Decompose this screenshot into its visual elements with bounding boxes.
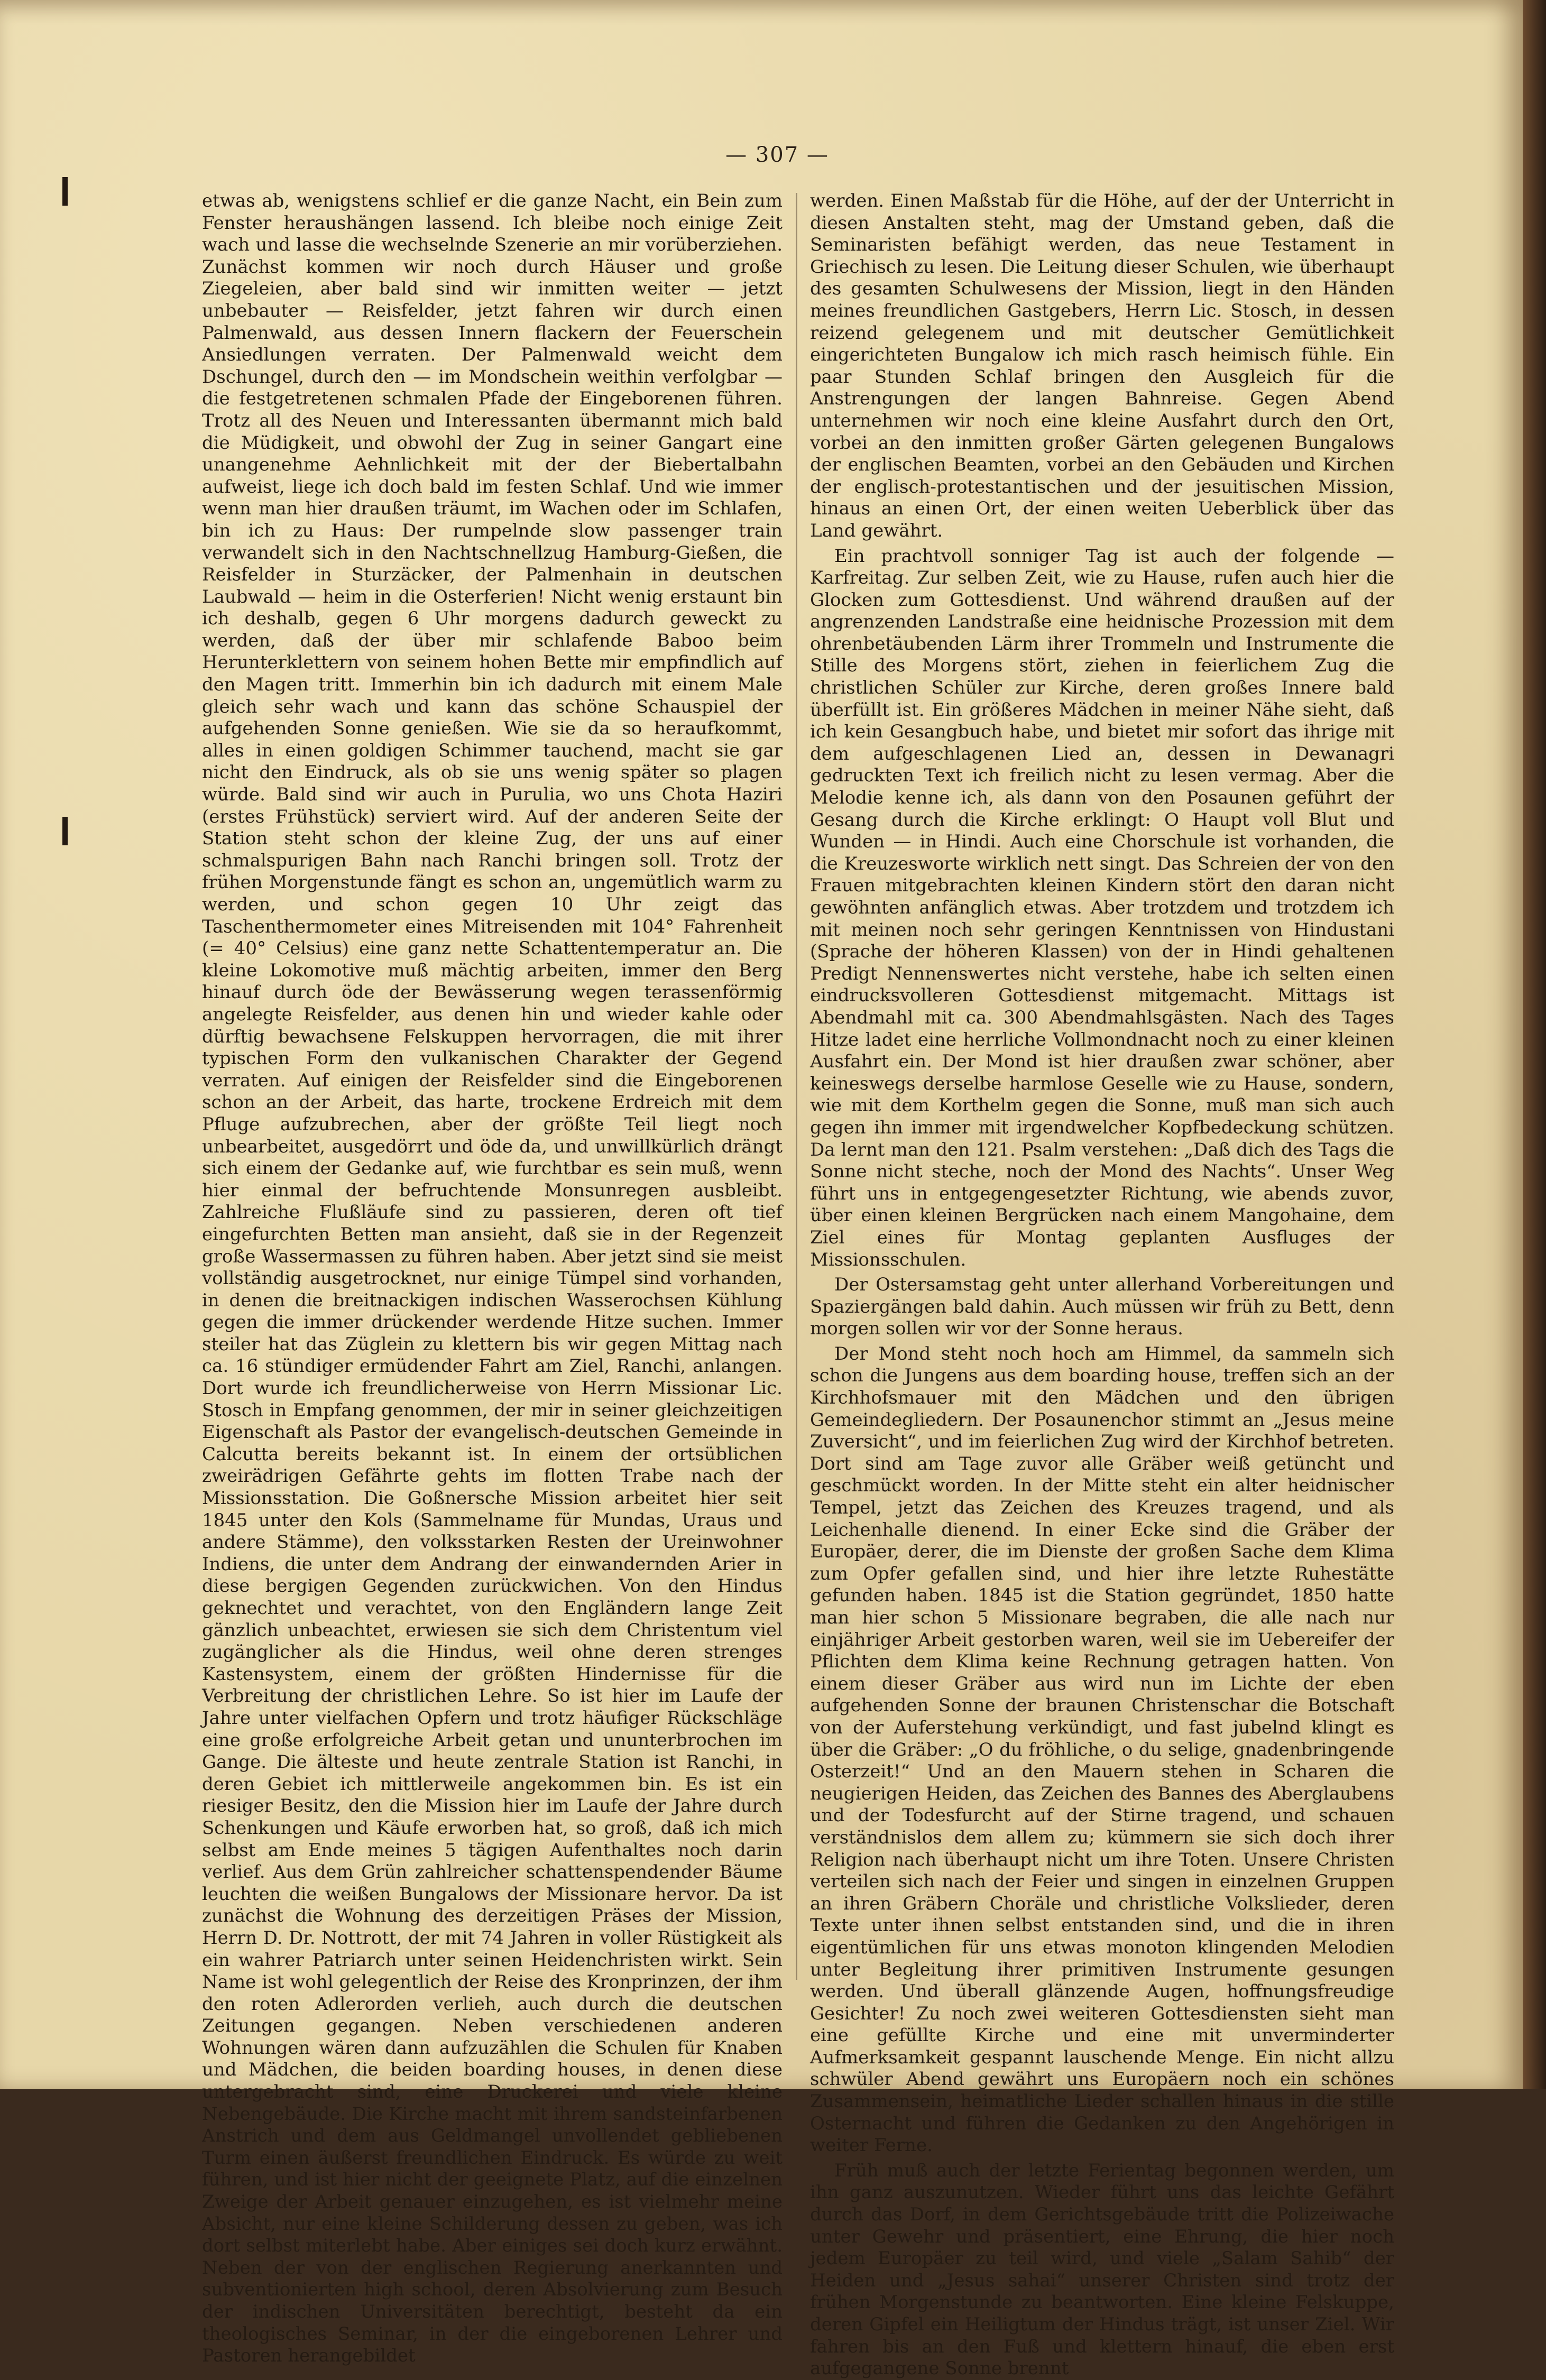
book-binding-edge (1523, 0, 1546, 2089)
left-column (202, 190, 783, 2367)
paragraph: Ein prachtvoll sonniger Tag ist auch der folgende — Karfreitag. Zur selben Zeit, wie zu Hause, rufen auch hier die Glocken zum Gottesdienst. Und während draußen auf der angrenzenden Landstraße eine heidnische Prozession mit dem ohrenbetäubenden Lärm ihrer Trommeln und Instrumente die Stille des Morgens stört, ziehen in feierlichem Zug die christlichen Schüler zur Kirche, deren großes Innere bald überfüllt ist. Ein größeres Mädchen in meiner Nähe sieht, daß ich kein Gesangbuch habe, und bietet mir sofort das ihrige mit dem aufgeschlagenen Lied an, dessen in Dewanagri gedruckten Text ich freilich nicht zu lesen vermag. Aber die Melodie kenne ich, als dann von den Posaunen geführt der Gesang durch die Kirche erklingt: O Haupt voll Blut und Wunden — in Hindi. Auch eine Chorschule ist vorhanden, die die Kreuzesworte wirklich nett singt. Das Schreien der von den Frauen mitgebrachten kleinen Kindern stört den daran nicht gewöhnten anfänglich etwas. Aber trotzdem und trotzdem ich mit meinen noch sehr geringen Kenntnissen von Hindustani (Sprache der höheren Klassen) von der in Hindi gehaltenen Predigt Nennenswertes nicht verstehe, habe ich selten einen eindrucksvolleren Gottesdienst mitgemacht. Mittags ist Abendmahl mit ca. 300 Abendmahlsgästen. Nach des Tages Hitze ladet eine herrliche Vollmondnacht noch zu einer kleinen Ausfahrt ein. Der Mond ist hier draußen zwar schöner, aber keineswegs derselbe harmlose Geselle wie zu Hause, sondern, wie mit dem Korthelm gegen die Sonne, muß man sich auch gegen ihn immer mit irgendwelcher Kopfbedeckung schützen. Da lernt man den 121. Psalm verstehen: „Daß dich des Tags die Sonne nicht steche, noch der Mond des Nachts“. Unser Weg führt uns in entgegengesetzter Richtung, wie abends zuvor, über einen kleinen Bergrücken nach einem Mangohaine, dem Ziel eines für Montag geplanten Ausfluges der Missionsschulen. (810, 545, 1394, 1270)
paragraph: Früh muß auch der letzte Ferientag begonnen werden, um ihn ganz auszunutzen. Wieder führt uns das leichte Gefährt durch das Dorf, in dem Gerichtsgebäude tritt die Polizeiwache unter Gewehr und präsentiert, eine Ehrung, die hier noch jedem Europäer zu teil wird, und viele „Salam Sahib“ der Heiden und „Jesus sahai“ unserer Christen sind trotz der frühen Morgenstunde zu beantworten. Eine kleine Felskuppe, deren Gipfel ein Heiligtum der Hindus trägt, ist unser Ziel. Wir fahren bis an den Fuß und klettern hinauf, die eben erst aufgegangene Sonne brennt (810, 2160, 1394, 2379)
margin-mark (62, 817, 68, 845)
page-number: — 307 — (725, 143, 829, 167)
column-divider (796, 193, 797, 1980)
right-column (810, 190, 1394, 2379)
paragraph: werden. Einen Maßstab für die Höhe, auf der der Unterricht in diesen Anstalten steht, mag der Umstand geben, daß die Seminaristen befähigt werden, das neue Testament in Griechisch zu lesen. Die Leitung dieser Schulen, wie überhaupt des gesamten Schulwesens der Mission, liegt in den Händen meines freundlichen Gastgebers, Herrn Lic. Stosch, in dessen reizend gelegenem und mit deutscher Gemütlichkeit eingerichteten Bungalow ich mich rasch heimisch fühle. Ein paar Stunden Schlaf bringen den Ausgleich für die Anstrengungen der langen Bahnreise. Gegen Abend unternehmen wir noch eine kleine Ausfahrt durch den Ort, vorbei an den inmitten großer Gärten gelegenen Bungalows der englischen Beamten, vorbei an den Gebäuden und Kirchen der englisch-protestantischen und der jesuitischen Mission, hinaus an einen Ort, der einen weiten Ueberblick über das Land gewährt. (810, 190, 1394, 541)
paragraph: Der Mond steht noch hoch am Himmel, da sammeln sich schon die Jungens aus dem boarding house, treffen sich an der Kirchhofsmauer mit den Mädchen und den übrigen Gemeindegliedern. Der Posaunenchor stimmt an „Jesus meine Zuversicht“, und im feierlichen Zug wird der Kirchhof betreten. Dort sind am Tage zuvor alle Gräber weiß getüncht und geschmückt worden. In der Mitte steht ein alter heidnischer Tempel, jetzt das Zeichen des Kreuzes tragend, und als Leichenhalle dienend. In einer Ecke sind die Gräber der Europäer, derer, die im Dienste der großen Sache dem Klima zum Opfer gefallen sind, und hier ihre letzte Ruhestätte gefunden haben. 1845 ist die Station gegründet, 1850 hatte man hier schon 5 Missionare begraben, die alle nach nur einjähriger Arbeit gestorben waren, weil sie im Uebereifer der Pflichten dem Klima keine Rechnung getragen hatten. Von einem dieser Gräber aus wird nun im Lichte der eben aufgehenden Sonne der braunen Christenschar die Botschaft von der Auferstehung verkündigt, und fast jubelnd klingt es über die Gräber: „O du fröhliche, o du selige, gnadenbringende Osterzeit!“ Und an den Mauern stehen in Scharen die neugierigen Heiden, das Zeichen des Bannes des Aberglaubens und der Todesfurcht auf der Stirne tragend, und schauen verständnislos dem allem zu; kümmern sie sich doch ihrer Religion nach überhaupt nicht um ihre Toten. Unsere Christen verteilen sich nach der Feier und singen in einzelnen Gruppen an ihren Gräbern Choräle und christliche Volkslieder, deren Texte unter ihnen selbst entstanden sind, und die in ihren eigentümlichen für uns etwas monoton klingenden Melodien unter Begleitung ihrer primitiven Instrumente gesungen werden. Und überall glänzende Augen, hoffnungsfreudige Gesichter! Zu noch zwei weiteren Gottesdiensten sieht man eine gefüllte Kirche und eine mit unverminderter Aufmerksamkeit gespannt lauschende Menge. Ein nicht allzu schwüler Abend gewährt uns Europäern noch ein schönes Zusammensein, heimatliche Lieder schallen hinaus in die stille Osternacht und führen die Gedanken zu den Angehörigen in weiter Ferne. (810, 1343, 1394, 2156)
margin-mark (62, 177, 68, 206)
paragraph: Der Ostersamstag geht unter allerhand Vorbereitungen und Spaziergängen bald dahin. Auch müssen wir früh zu Bett, denn morgen sollen wir vor der Sonne heraus. (810, 1274, 1394, 1340)
paragraph: etwas ab, wenigstens schlief er die ganze Nacht, ein Bein zum Fenster heraushängen lassend. Ich bleibe noch einige Zeit wach und lasse die wechselnde Szenerie an mir vorüberziehen. Zunächst kommen wir noch durch Häuser und große Ziegeleien, aber bald sind wir inmitten weiter — jetzt unbebauter — Reisfelder, jetzt fahren wir durch einen Palmenwald, aus dessen Innern flackern der Feuerschein Ansiedlungen verraten. Der Palmenwald weicht dem Dschungel, durch den — im Mondschein weithin verfolgbar — die festgetretenen schmalen Pfade der Eingeborenen führen. Trotz all des Neuen und Interessanten übermannt mich bald die Müdigkeit, und obwohl der Zug in seiner Gangart eine unangenehme Aehnlichkeit mit der der Biebertalbahn aufweist, liege ich doch bald im festen Schlaf. Und wie immer wenn man hier draußen träumt, im Wachen oder im Schlafen, bin ich zu Haus: Der rumpelnde slow passenger train verwandelt sich in den Nachtschnellzug Hamburg-Gießen, die Reisfelder in Sturzäcker, der Palmenhain in deutschen Laubwald — heim in die Osterferien! Nicht wenig erstaunt bin ich deshalb, gegen 6 Uhr morgens dadurch geweckt zu werden, daß der über mir schlafende Baboo beim Herunterklettern von seinem hohen Bette mir empfindlich auf den Magen tritt. Immerhin bin ich dadurch mit einem Male gleich sehr wach und kann das schöne Schauspiel der aufgehenden Sonne genießen. Wie sie da so heraufkommt, alles in einen goldigen Schimmer tauchend, macht sie gar nicht den Eindruck, als ob sie uns wenig später so plagen würde. Bald sind wir auch in Purulia, wo uns Chota Haziri (erstes Frühstück) serviert wird. Auf der anderen Seite der Station steht schon der kleine Zug, der uns auf einer schmalspurigen Bahn nach Ranchi bringen soll. Trotz der frühen Morgenstunde fängt es schon an, ungemütlich warm zu werden, und schon gegen 10 Uhr zeigt das Taschenthermometer eines Mitreisenden mit 104° Fahrenheit (= 40° Celsius) eine ganz nette Schattentemperatur an. Die kleine Lokomotive muß mächtig arbeiten, immer den Berg hinauf durch öde der Bewässerung wegen terassenförmig angelegte Reisfelder, aus denen hin und wieder kahle oder dürftig bewachsene Felskuppen hervorragen, die mit ihrer typischen Form den vulkanischen Charakter der Gegend verraten. Auf einigen der Reisfelder sind die Eingeborenen schon an der Arbeit, das harte, trockene Erdreich mit dem Pfluge aufzubrechen, aber der größte Teil liegt noch unbearbeitet, ausgedörrt und öde da, und unwillkürlich drängt sich einem der Gedanke auf, wie furchtbar es sein muß, wenn hier einmal der befruchtende Monsunregen ausbleibt. Zahlreiche Flußläufe sind zu passieren, deren oft tief eingefurchten Betten man ansieht, daß sie in der Regenzeit große Wassermassen zu führen haben. Aber jetzt sind sie meist vollständig ausgetrocknet, nur einige Tümpel sind vorhanden, in denen die breitnackigen indischen Wasserochsen Kühlung gegen die immer drückender werdende Hitze suchen. Immer steiler hat das Züglein zu klettern bis wir gegen Mittag nach ca. 16 stündiger ermüdender Fahrt am Ziel, Ranchi, anlangen. Dort wurde ich freundlicherweise von Herrn Missionar Lic. Stosch in Empfang genommen, der mir in seiner gleichzeitigen Eigenschaft als Pastor der evangelisch-deutschen Gemeinde in Calcutta bereits bekannt ist. In einem der ortsüblichen zweirädrigen Gefährte gehts im flotten Trabe nach der Missionsstation. Die Goßnersche Mission arbeitet hier seit 1845 unter den Kols (Sammelname für Mundas, Uraus und andere Stämme), den volksstarken Resten der Ureinwohner Indiens, die unter dem Andrang der einwandernden Arier in diese bergigen Gegenden zurückwichen. Von den Hindus geknechtet und verachtet, von den Engländern lange Zeit gänzlich unbeachtet, erwiesen sie sich dem Christentum viel zugänglicher als die Hindus, weil ohne deren strenges Kastensystem, einem der größten Hindernisse für die Verbreitung der christlichen Lehre. So ist hier im Laufe der Jahre unter vielfachen Opfern und trotz häufiger Rückschläge eine große erfolgreiche Arbeit getan und ununterbrochen im Gange. Die älteste und heute zentrale Station ist Ranchi, in deren Gebiet ich mittlerweile angekommen bin. Es ist ein riesiger Besitz, den die Mission hier im Laufe der Jahre durch Schenkungen und Käufe erworben hat, so groß, daß ich mich selbst am Ende meines 5 tägigen Aufenthaltes noch darin verlief. Aus dem Grün zahlreicher schattenspendender Bäume leuchten die weißen Bungalows der Missionare hervor. Da ist zunächst die Wohnung des derzeitigen Präses der Mission, Herrn D. Dr. Nottrott, der mit 74 Jahren in voller Rüstigkeit als ein wahrer Patriarch unter seinen Heidenchristen wirkt. Sein Name ist wohl gelegentlich der Reise des Kronprinzen, der ihm den roten Adlerorden verlieh, auch durch die deutschen Zeitungen gegangen. Neben verschiedenen anderen Wohnungen wären dann aufzuzählen die Schulen für Knaben und Mädchen, die beiden boarding houses, in denen diese untergebracht sind, eine Druckerei und viele kleine Nebengebäude. Die Kirche macht mit ihrem sandsteinfarbenen Anstrich und dem aus Geldmangel unvollendet gebliebenen Turm einen äußerst freundlichen Eindruck. Es würde zu weit führen, und ist hier nicht der geeignete Platz, auf die einzelnen Zweige der Arbeit genauer einzugehen, es ist vielmehr meine Absicht, nur eine kleine Schilderung dessen zu geben, was ich dort selbst miterlebt habe. Aber einiges sei doch kurz erwähnt. Neben der von der englischen Regierung anerkannten und subventionierten high school, deren Absolvierung zum Besuch der indischen Universitäten berechtigt, besteht da ein theologisches Seminar, in der die eingeborenen Lehrer und Pastoren herangebildet (202, 190, 783, 2367)
